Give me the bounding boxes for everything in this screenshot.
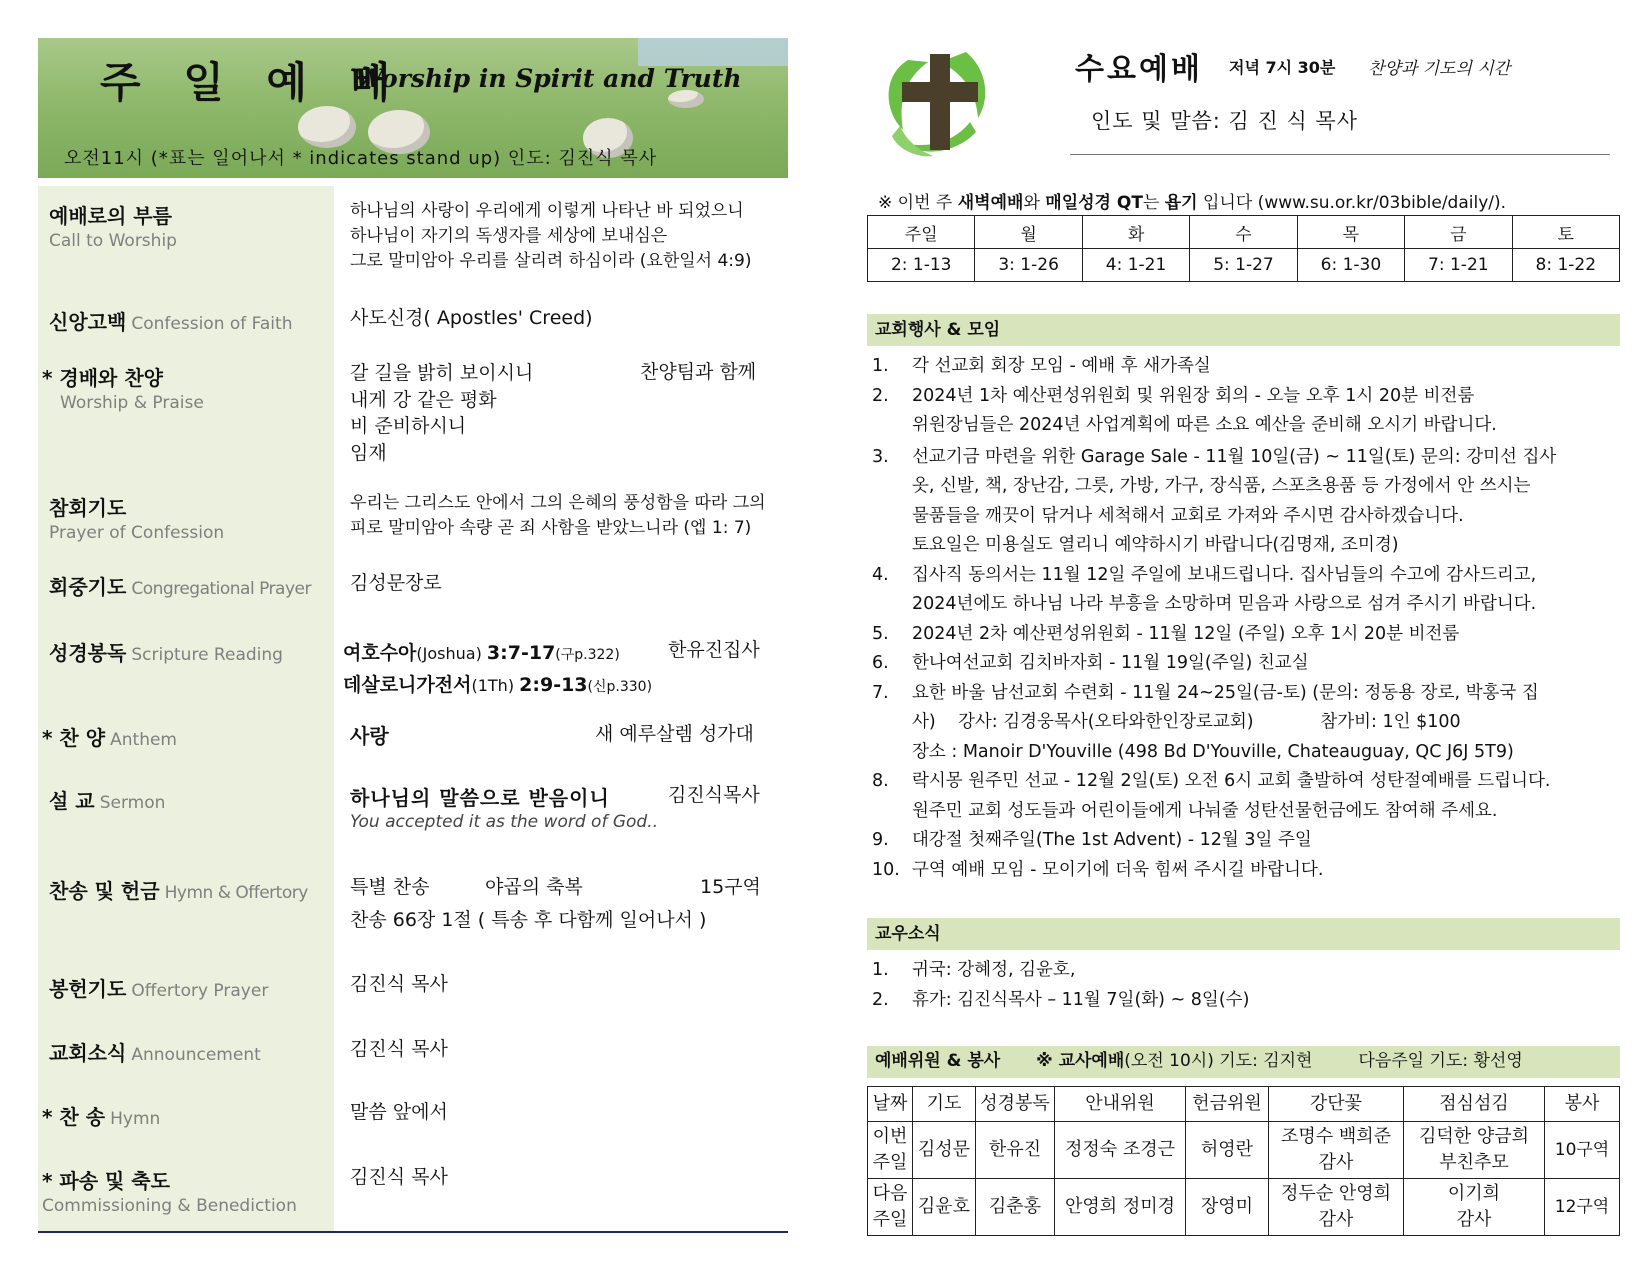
hymn-line: 찬송 66장 1절 ( 특송 후 다함께 일어나서 ) bbox=[350, 909, 707, 931]
order-item-hymn-offertory: 찬송 및 헌금 Hymn & Offertory bbox=[49, 879, 308, 903]
member-news-heading: 교우소식 bbox=[867, 918, 1620, 950]
special-hymn-title: 야곱의 축복 bbox=[485, 876, 583, 898]
list-item: 9. 대강절 첫째주일(The 1st Advent) - 12월 3일 주일 bbox=[872, 830, 1312, 850]
anthem-title: 사랑 bbox=[350, 724, 389, 748]
special-hymn: 특별 찬송 bbox=[350, 876, 430, 898]
order-item-hymn: * 찬 송 Hymn bbox=[42, 1105, 161, 1129]
divider bbox=[38, 1231, 788, 1233]
order-content: 하나님의 사랑이 우리에게 이렇게 나타난 바 되었으니 하나님이 자기의 독생자를 세상에 보내심은 그로 말미암아 우리를 살리려 하심이라 (요한일서 4:9) bbox=[350, 201, 752, 271]
order-item-offertory-prayer: 봉헌기도 Offertory Prayer bbox=[49, 977, 269, 1001]
list-item: 5. 2024년 2차 예산편성위원회 - 11월 12일 (주일) 오후 1시 20분 비전룸 bbox=[872, 623, 1460, 644]
table-header-row: 날짜 기도 성경봉독 안내위원 헌금위원 강단꽃 점심섬김 봉사 bbox=[868, 1087, 1620, 1122]
service-heading: 예배위원 & 봉사 ※ 교사예배(오전 10시) 기도: 김지현 다음주일 기도: 황선영 bbox=[867, 1046, 1620, 1078]
events-list bbox=[872, 352, 1612, 885]
list-item: 2. 휴가: 김진식목사 – 11월 7일(화) ~ 8일(수) bbox=[872, 989, 1250, 1010]
special-hymn-group: 15구역 bbox=[700, 876, 761, 898]
anthem-choir: 새 예루살렘 성가대 bbox=[595, 723, 754, 745]
order-item-benediction: * 파송 및 축도 Commissioning & Benediction bbox=[42, 1169, 297, 1216]
list-item: 6. 한나여선교회 김치바자회 - 11월 19일(주일) 친교실 bbox=[872, 653, 1309, 673]
order-label-column bbox=[38, 186, 334, 1231]
wednesday-subtitle: 찬양과 기도의 시간 bbox=[1368, 59, 1511, 79]
events-heading: 교회행사 & 모임 bbox=[867, 314, 1620, 346]
order-item-anthem: * 찬 양 Anthem bbox=[42, 726, 177, 750]
praise-leader: 찬양팀과 함께 bbox=[640, 361, 757, 383]
order-item-praise: * 경배와 찬양 Worship & Praise bbox=[42, 366, 204, 413]
order-item-confession: 신앙고백 Confession of Faith bbox=[49, 310, 293, 334]
list-item: 2. 2024년 1차 예산편성위원회 및 위원장 회의 - 오늘 오후 1시 20분 비전룸 위원장님들은 2024년 사업계획에 따른 소요 예산을 준비해 오시기 바랍니다. bbox=[872, 385, 1497, 435]
scripture-readings: 여호수아(Joshua) 3:7-17(구p.322) 데살로니가전서(1Th) 2:9-13(신p.330) bbox=[343, 642, 653, 696]
order-item-scripture: 성경봉독 Scripture Reading bbox=[49, 641, 283, 665]
order-item-congregational: 회중기도 Congregational Prayer bbox=[49, 575, 311, 599]
cross-leaf-logo bbox=[878, 40, 998, 160]
order-content: 김성문장로 bbox=[350, 572, 442, 594]
sunday-title: 주 일 예 배 bbox=[100, 58, 405, 107]
order-content: 말씀 앞에서 bbox=[350, 1101, 448, 1123]
list-item: 1. 귀국: 강혜정, 김윤호, bbox=[872, 960, 1076, 980]
list-item: 1. 각 선교회 회장 모임 - 예배 후 새가족실 bbox=[872, 356, 1211, 376]
order-label-en: Call to Worship bbox=[49, 231, 177, 251]
wednesday-leader: 인도 및 말씀: 김 진 식 목사 bbox=[1091, 109, 1358, 133]
list-item: 7. 요한 바울 남선교회 수련회 - 11월 24~25일(금-토) (문의: 정동용 장로, 박홍국 집 사) 강사: 김경웅목사(오타와한인장로교회) 참가비: 1인 $100 장소 : Manoir D'Youville (498 Bd D'Youville, Chateauguay, QC J6J 5T9) bbox=[872, 682, 1539, 762]
divider bbox=[1070, 154, 1610, 155]
order-content: 김진식 목사 bbox=[350, 973, 448, 995]
order-item-call-to-worship bbox=[49, 200, 177, 251]
qt-schedule-table bbox=[867, 215, 1620, 282]
list-item: 4. 집사직 동의서는 11월 12일 주일에 보내드립니다. 집사님들의 수고에 감사드리고, 2024년에도 하나님 나라 부흥을 소망하며 믿음과 사랑으로 섬겨 주시기 바랍니다. bbox=[872, 564, 1537, 614]
sunday-subtitle: Worship in Spirit and Truth bbox=[355, 64, 742, 93]
service-table bbox=[867, 1086, 1620, 1236]
wednesday-title: 수요예배 bbox=[1075, 52, 1203, 87]
order-content: 우리는 그리스도 안에서 그의 은혜의 풍성함을 따라 그의 피로 말미암아 속량 곧 죄 사함을 받았느니라 (엡 1: 7) bbox=[350, 493, 766, 538]
scripture-reader: 한유진집사 bbox=[668, 639, 760, 661]
sermon-english: You accepted it as the word of God.. bbox=[350, 812, 659, 832]
list-item: 10. 구역 예배 모임 - 모이기에 더욱 힘써 주시길 바랍니다. bbox=[872, 859, 1324, 880]
order-content: 김진식 목사 bbox=[350, 1166, 448, 1188]
table-row: 주일 월 화 수 목 금 토 bbox=[868, 216, 1620, 249]
qt-note: ※ 이번 주 새벽예배와 매일성경 QT는 욥기 입니다 (www.su.or.kr/03bible/daily/). bbox=[878, 193, 1507, 213]
sunday-info: 오전11시 (*표는 일어나서 * indicates stand up) 인도: 김진식 목사 bbox=[64, 148, 658, 169]
table-row: 2: 1-13 3: 1-26 4: 1-21 5: 1-27 6: 1-30 7: 1-21 8: 1-22 bbox=[868, 249, 1620, 282]
sermon-title: 하나님의 말씀으로 받음이니 bbox=[350, 786, 610, 810]
member-news-list bbox=[872, 956, 1612, 1015]
order-item-announcement: 교회소식 Announcement bbox=[49, 1041, 261, 1065]
order-content: 김진식 목사 bbox=[350, 1038, 448, 1060]
order-item-sermon: 설 교 Sermon bbox=[49, 789, 166, 813]
order-content: 사도신경( Apostles' Creed) bbox=[350, 307, 593, 329]
wednesday-time: 저녁 7시 30분 bbox=[1229, 58, 1336, 77]
order-content: 갈 길을 밝히 보이시니 내게 강 같은 평화 비 준비하시니 임재 bbox=[350, 362, 534, 464]
order-label: 예배로의 부름 bbox=[49, 204, 172, 228]
table-row: 이번 주일 김성문 한유진 정정숙 조경근 허영란 조명수 백희준 감사 김덕한 양금희 부친추모 10구역 bbox=[868, 1122, 1620, 1179]
list-item: 8. 락시몽 원주민 선교 - 12월 2일(토) 오전 6시 교회 출발하여 성탄절예배를 드립니다. 원주민 교회 성도들과 어린이들에게 나눠줄 성탄선물헌금에도 참여해 주세요. bbox=[872, 771, 1551, 821]
list-item: 3. 선교기금 마련을 위한 Garage Sale - 11월 10일(금) ~ 11일(토) 문의: 강미선 집사 옷, 신발, 책, 장난감, 그릇, 가방, 가구, 장식품, 스포츠용품 등 가정에서 안 쓰시는 물품들을 깨끗이 닦거나 세척해서 교회로 가져와 주시면 감사하겠습니다. 토요일은 미용실도 열리니 예약하시기 바랍니다(김명재, 조미경) bbox=[872, 446, 1557, 555]
sermon-preacher: 김진식목사 bbox=[668, 784, 760, 806]
order-item-prayer-confession: 참회기도 Prayer of Confession bbox=[49, 496, 225, 543]
table-row: 다음 주일 김윤호 김춘홍 안영희 정미경 장영미 정두순 안영희 감사 이기희 감사 12구역 bbox=[868, 1179, 1620, 1236]
